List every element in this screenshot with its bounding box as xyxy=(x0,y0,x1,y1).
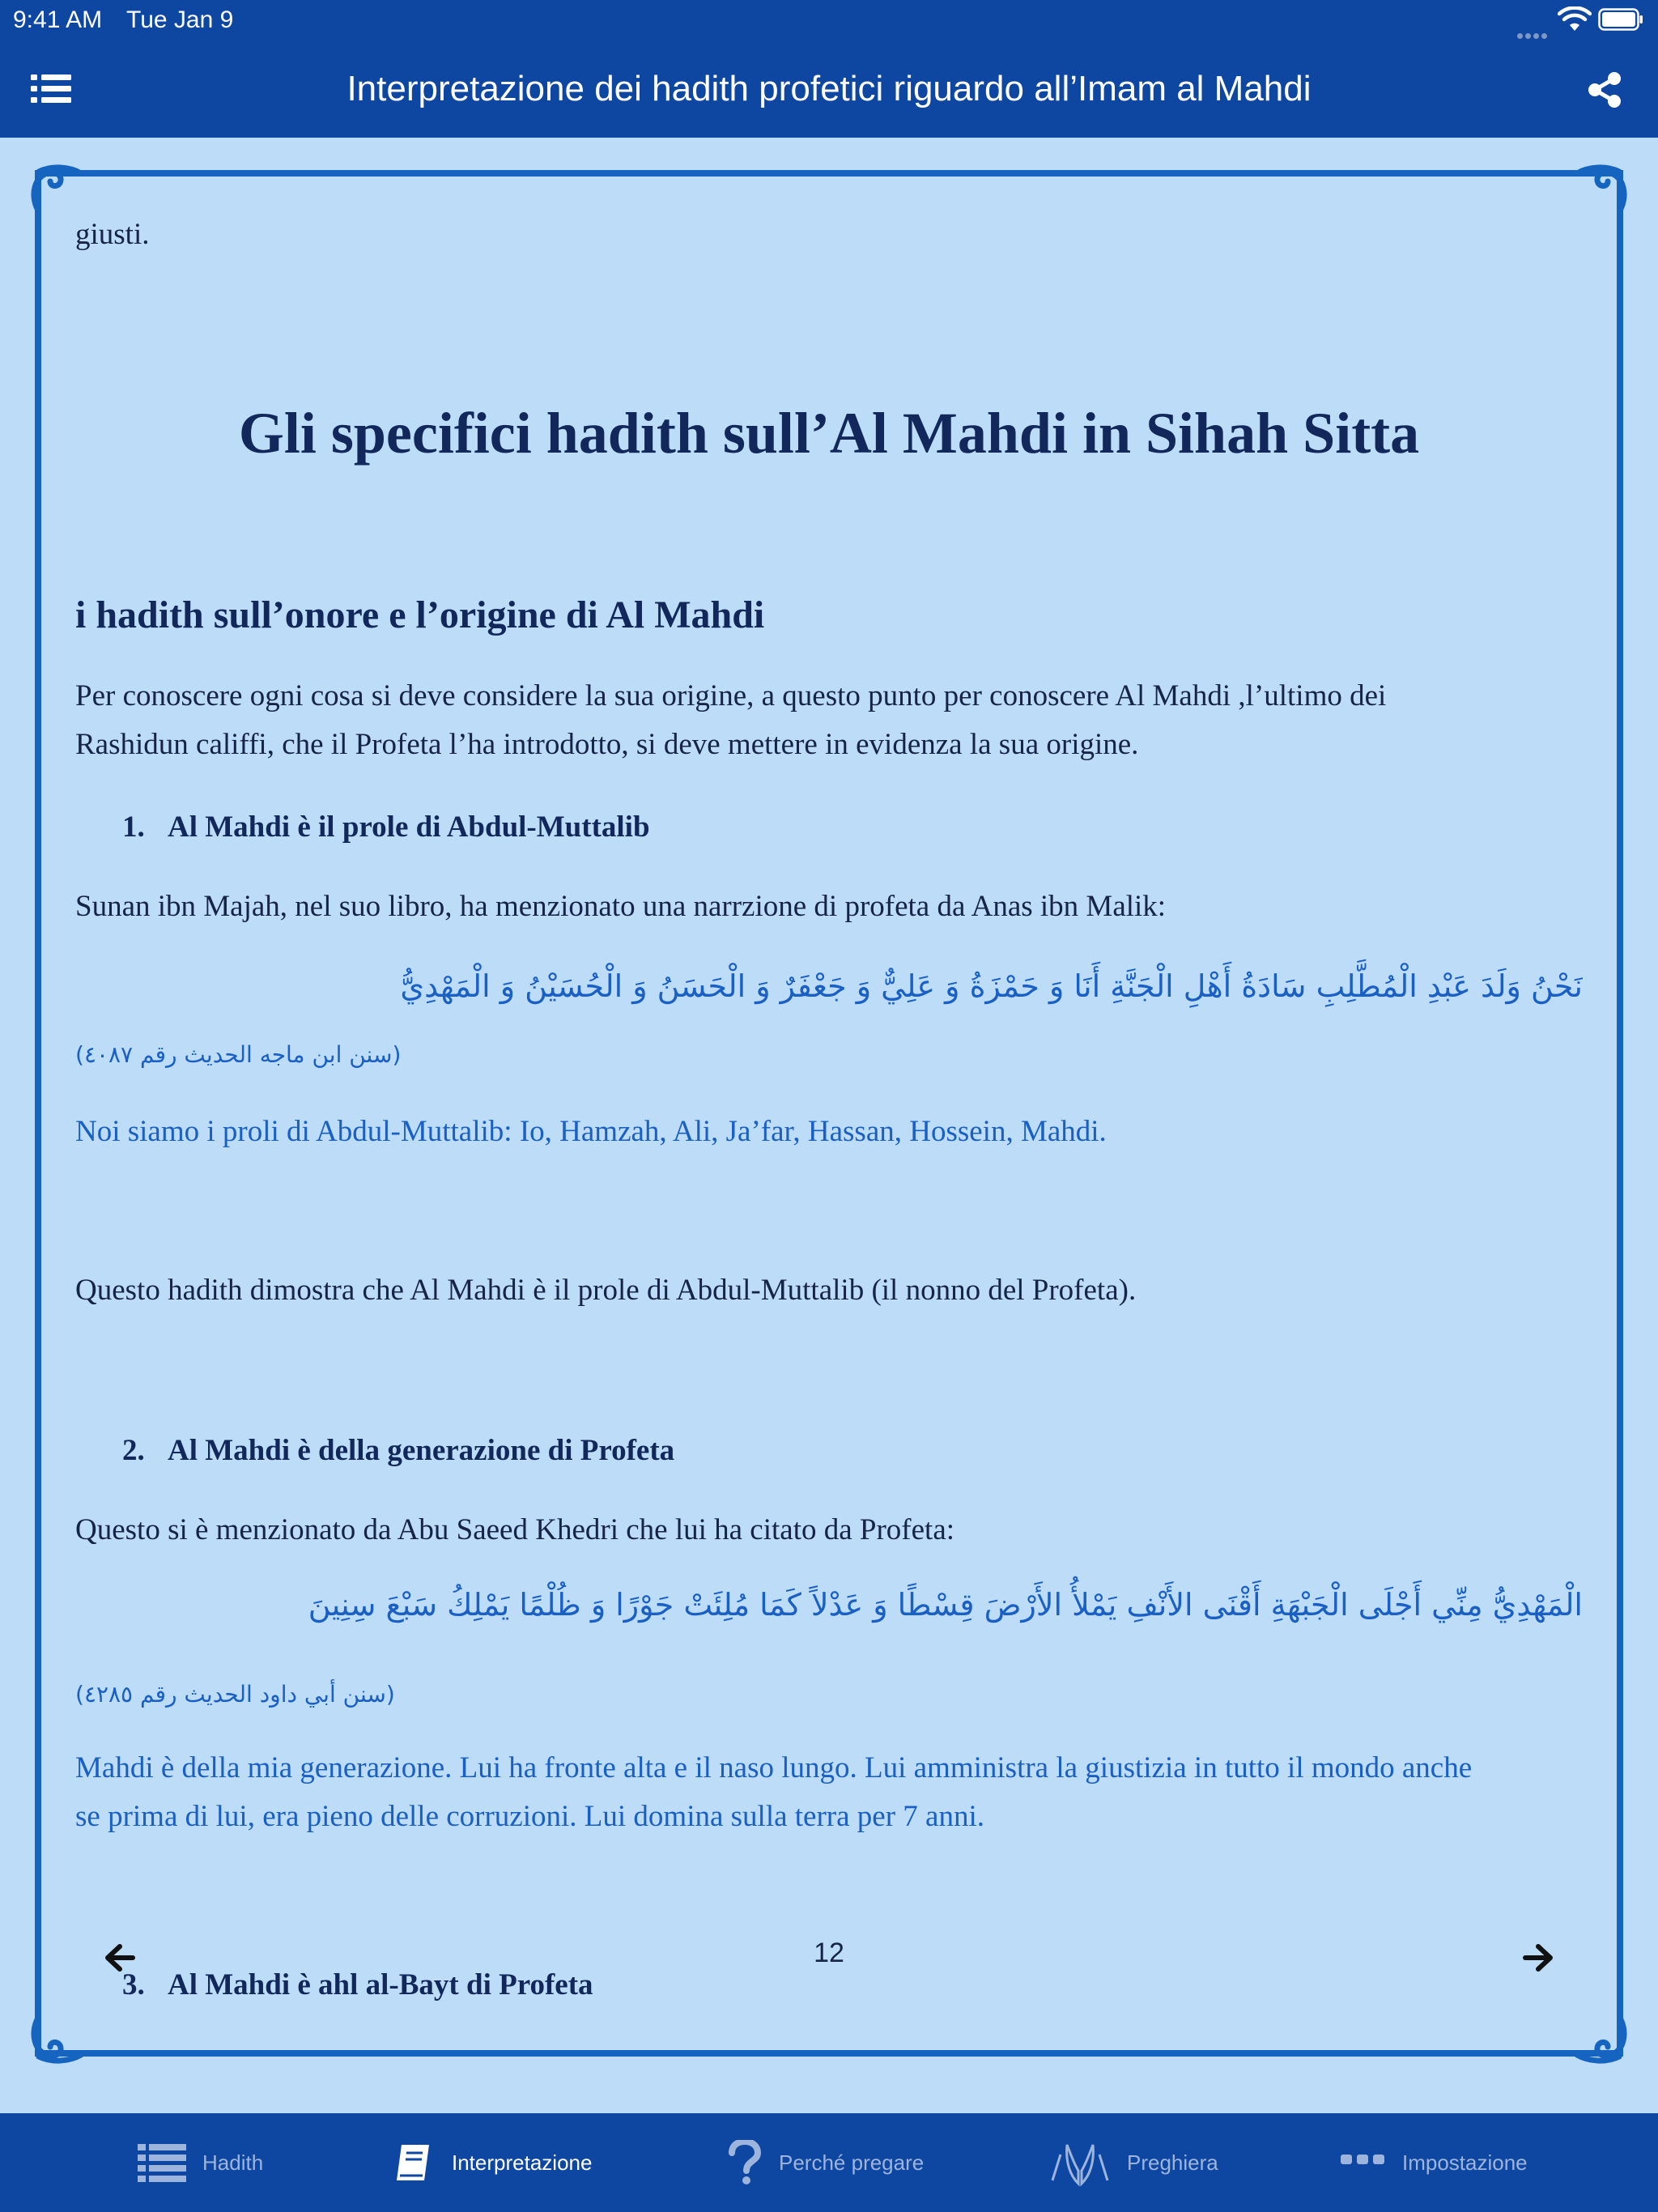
hadith-reference: (سنن أبي داود الحديث رقم ٤٢٨٥) xyxy=(75,1681,395,1708)
top-bar xyxy=(0,0,1658,138)
hadith-comment: Questo hadith dimostra che Al Mahdi è il prole di Abdul-Muttalib (il nonno del Profeta). xyxy=(75,1274,1137,1307)
signal-dots-icon xyxy=(1517,18,1550,24)
tab-perche-pregare[interactable] xyxy=(727,2113,924,2212)
page-title: Interpretazione dei hadith profetici riguardo all’Imam al Mahdi xyxy=(346,69,1312,108)
tab-label: Perché pregare xyxy=(779,2150,925,2175)
status-time: 9:41 AM xyxy=(13,6,103,33)
tab-hadith[interactable] xyxy=(138,2113,263,2212)
status-bar xyxy=(0,0,1658,40)
section-title: i hadith sull’onore e l’origine di Al Mahdi xyxy=(75,593,765,636)
tab-interpretazione[interactable] xyxy=(390,2113,592,2212)
article-content xyxy=(75,202,1583,2040)
item-number: 1. xyxy=(122,810,145,844)
item-heading xyxy=(122,1961,593,2010)
tab-label: Preghiera xyxy=(1127,2150,1218,2175)
share-icon[interactable] xyxy=(1587,71,1622,108)
reader-page xyxy=(0,138,1658,2113)
item-heading xyxy=(122,803,650,852)
intro-paragraph-line: Rashidun califfi, che il Profeta l’ha introdotto, si deve mettere in evidenza la sua origine. xyxy=(75,728,1139,761)
item-heading-text: Al Mahdi è il prole di Abdul-Muttalib xyxy=(168,810,650,844)
status-date: Tue Jan 9 xyxy=(126,6,234,33)
more-icon xyxy=(1341,2146,1386,2179)
item-heading-text: Al Mahdi è della generazione di Profeta xyxy=(168,1434,675,1467)
intro-paragraph-line: Per conoscere ogni cosa si deve considere la sua origine, a questo punto per conoscere Al Mahdi ,l’ultimo dei xyxy=(75,679,1387,713)
tab-label: Interpretazione xyxy=(452,2150,593,2175)
wifi-icon xyxy=(1558,6,1592,32)
arabic-hadith: الْمَهْدِيُّ مِنِّي أَجْلَى الْجَبْهَةِ أَقْنَى الأَنْفِ يَمْلأُ الأَرْضَ قِسْطًا وَ عَدْلاً كَمَا مُلِئَتْ جَوْرًا وَ ظُلْمًا يَمْلِكُ سَبْعَ سِنِينَ xyxy=(308,1587,1583,1623)
hadith-translation-line: se prima di lui, era pieno delle corruzioni. Lui domina sulla terra per 7 anni. xyxy=(75,1800,984,1833)
item-heading xyxy=(122,1427,674,1475)
list-icon xyxy=(138,2142,186,2183)
arabic-hadith: نَحْنُ وَلَدَ عَبْدِ الْمُطَّلِبِ سَادَةُ أَهْلِ الْجَنَّةِ أَنَا وَ حَمْزَةُ وَ عَلِيٌّ وَ جَعْفَرٌ وَ الْحَسَنُ وَ الْحُسَيْنُ وَ الْمَهْدِيُّ xyxy=(400,968,1583,1004)
tab-impostazione[interactable] xyxy=(1341,2113,1528,2212)
item-lead: Sunan ibn Majah, nel suo libro, ha menzionato una narrzione di profeta da Anas ibn Malik: xyxy=(75,890,1167,923)
book-icon xyxy=(390,2140,436,2185)
hadith-translation-line: Mahdi è della mia generazione. Lui ha fronte alta e il naso lungo. Lui amministra la giustizia in tutto il mondo anche xyxy=(75,1751,1473,1784)
tab-bar xyxy=(0,2113,1658,2212)
list-icon[interactable] xyxy=(31,73,71,105)
hadith-reference: (سنن ابن ماجه الحديث رقم ٤٠٨٧) xyxy=(75,1041,402,1068)
item-heading-text: Al Mahdi è ahl al-Bayt di Profeta xyxy=(168,1968,593,2001)
question-icon xyxy=(727,2140,763,2185)
item-lead: Questo si è menzionato da Abu Saeed Khedri che lui ha citato da Profeta: xyxy=(75,1513,955,1546)
tab-label: Impostazione xyxy=(1402,2150,1528,2175)
battery-icon xyxy=(1598,8,1643,31)
tab-preghiera[interactable] xyxy=(1049,2113,1218,2212)
intro-tail: giusti. xyxy=(75,218,150,251)
item-number: 3. xyxy=(122,1968,145,2001)
hadith-translation: Noi siamo i proli di Abdul-Muttalib: Io, Hamzah, Ali, Ja’far, Hassan, Hossein, Mahdi. xyxy=(75,1115,1107,1148)
tab-label: Hadith xyxy=(202,2150,264,2175)
page-number: 12 xyxy=(814,1938,844,1968)
item-number: 2. xyxy=(122,1434,145,1467)
nav-bar xyxy=(0,40,1658,138)
arrow-left-icon[interactable] xyxy=(104,1942,136,1974)
arrow-right-icon[interactable] xyxy=(1522,1942,1554,1974)
praying-hands-icon xyxy=(1049,2138,1111,2187)
main-title: Gli specifici hadith sull’Al Mahdi in Sihah Sitta xyxy=(238,401,1420,466)
